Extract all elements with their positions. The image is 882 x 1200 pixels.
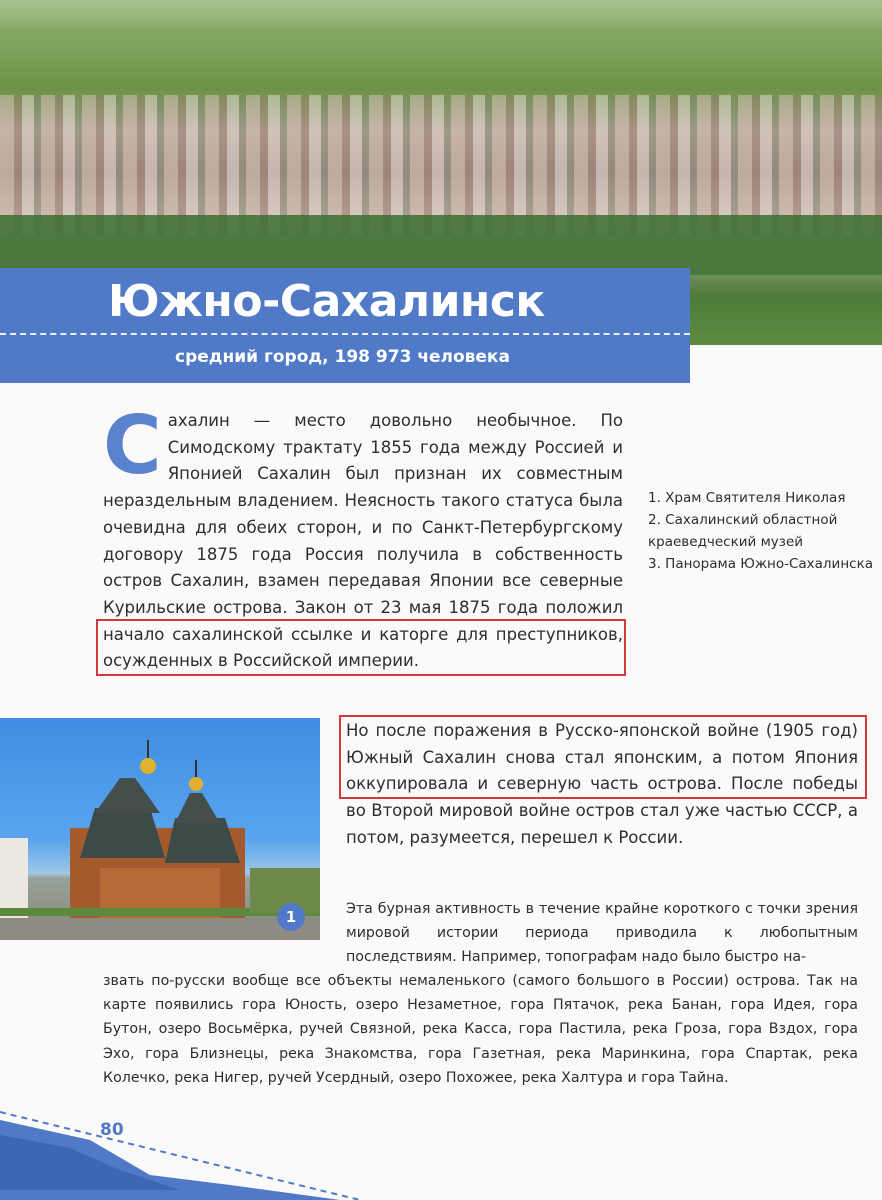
page-number: 80 <box>100 1120 124 1140</box>
footer-ribbon <box>0 1100 400 1200</box>
caption-1: 1. Храм Святителя Николая <box>648 490 846 506</box>
sky <box>0 0 882 30</box>
city-blocks <box>0 95 882 235</box>
photo-captions <box>648 487 878 575</box>
church-illustration <box>0 718 320 940</box>
intro-text: ахалин — место довольно необычное. По Симодскому трактату 1855 года между Россией и Японией Сахалин был признан их совместным нераздельным владением. Неясность такого статуса была очевидна для обеих сторон, и по Санкт-Петербургскому договору 1875 года Россия получила в собственность остров Сахалин, взамен передавая Японии все северные Курильские острова. Закон от 23 мая 1875 года положил начало сахалинской ссылке и каторге для преступников, осужденных в Российской империи. <box>103 411 623 671</box>
paragraph-2: Но после поражения в Русско-японской войне (1905 год) Южный Сахалин снова стал японским, а потом Япония оккупировала и северную часть острова. После победы во Второй мировой войне остров стал уже частью СССР, а потом, разумеется, перешел к России. <box>346 721 858 847</box>
banner-dashed-line <box>0 333 690 335</box>
paragraph-4: звать по-русски вообще все объекты немаленького (самого большого в России) острова. Так на карте появились гора Юность, озеро Незаметное, гора Пятачок, река Банан, гора Идея, гора Бутон, озеро Восьмёрка, ручей Связной, река Касса, гора Пастила, река Гроза, гора Вздох, гора Эхо, гора Близнецы, река Знакомства, гора Газетная, река Маринкина, гора Спартак, река Колечко, река Нигер, ручей Усердный, озеро Похожее, река Халтура и гора Тайна. <box>103 973 858 1086</box>
photo-number-badge: 1 <box>277 903 305 931</box>
caption-3: 3. Панорама Южно-Сахалинска <box>648 556 874 572</box>
highlight-box-2 <box>339 715 867 799</box>
highlight-box-1 <box>96 619 626 676</box>
caption-2: 2. Сахалинский областной краеведческий музей <box>648 512 838 550</box>
page-subtitle: средний город, 198 973 человека <box>175 347 510 367</box>
paragraph-3: Эта бурная активность в течение крайне короткого с точки зрения мировой истории периода приводила к любопытным последствиям. Например, топографам надо было быстро на- <box>346 901 858 966</box>
church-photo <box>0 718 320 940</box>
forest-strip <box>0 215 882 275</box>
page-title: Южно-Сахалинск <box>108 276 545 327</box>
drop-cap: С <box>103 399 162 492</box>
